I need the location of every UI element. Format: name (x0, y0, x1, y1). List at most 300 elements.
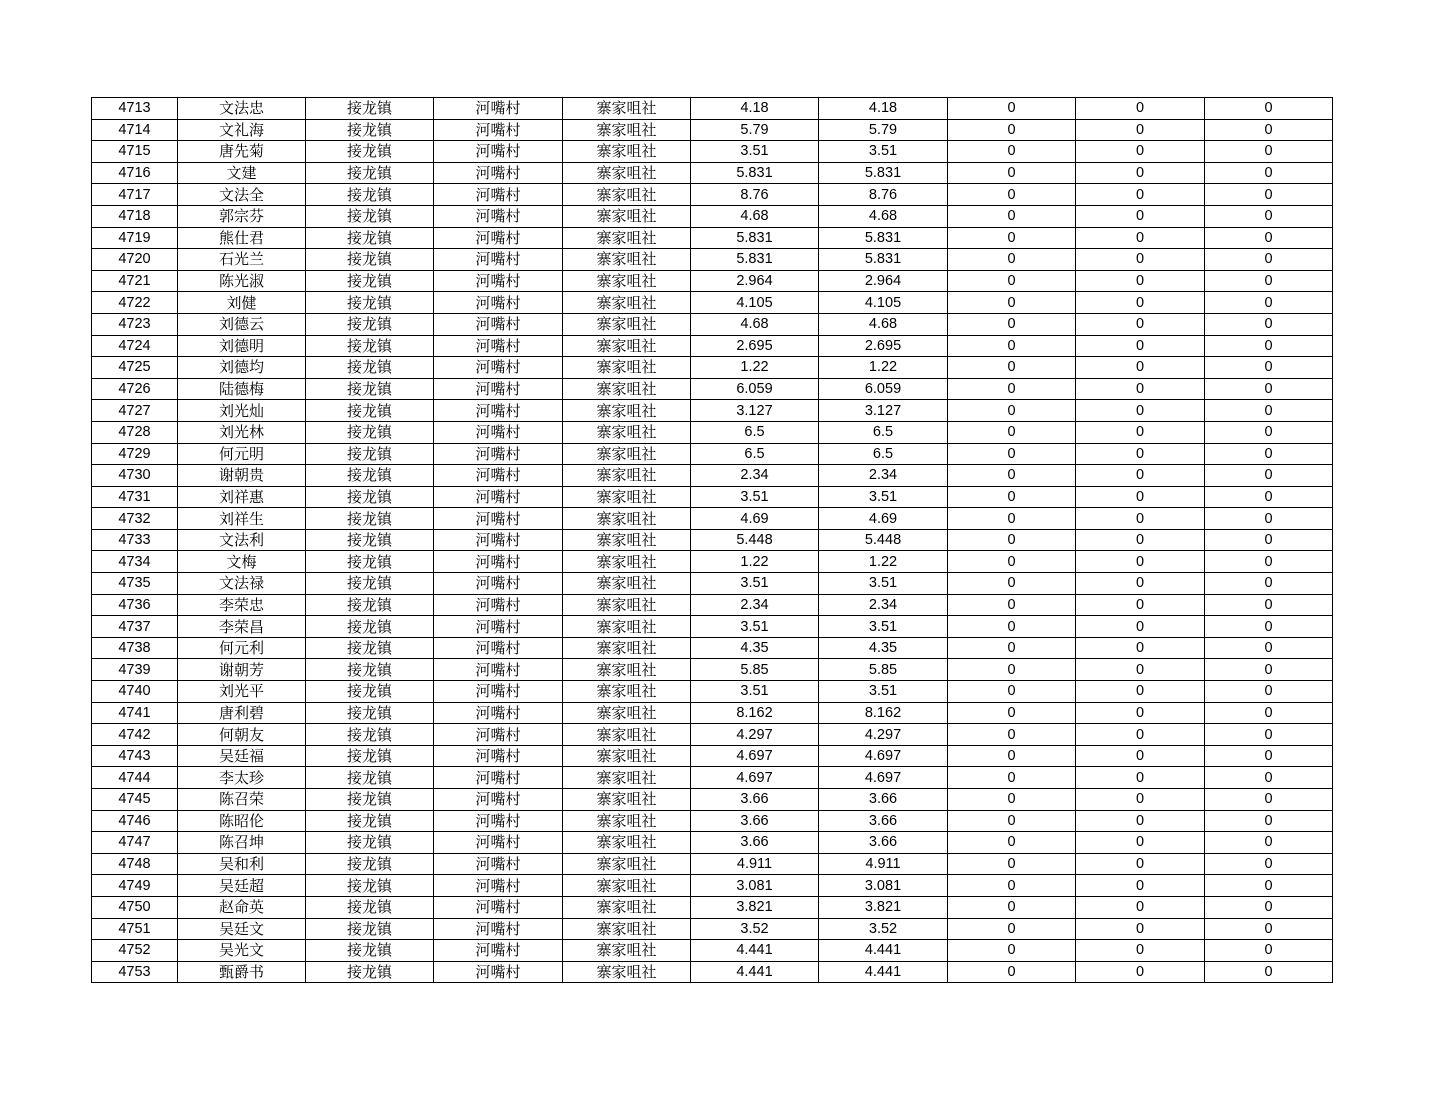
area-value-cell: 6.5 (691, 421, 819, 443)
name-cell: 刘健 (178, 292, 306, 314)
area-value-cell: 3.51 (691, 681, 819, 703)
name-cell: 吴和利 (178, 853, 306, 875)
zero-value-cell-1: 0 (948, 335, 1076, 357)
zero-value-cell-3: 0 (1205, 594, 1333, 616)
zero-value-cell-2: 0 (1076, 400, 1205, 422)
zero-value-cell-1: 0 (948, 205, 1076, 227)
zero-value-cell-2: 0 (1076, 637, 1205, 659)
town-cell: 接龙镇 (306, 594, 434, 616)
area-value-cell: 4.441 (691, 940, 819, 962)
area-value-cell: 3.66 (691, 810, 819, 832)
record-id-cell: 4747 (92, 832, 178, 854)
name-cell: 文建 (178, 162, 306, 184)
name-cell: 石光兰 (178, 249, 306, 271)
record-id-cell: 4732 (92, 508, 178, 530)
record-id-cell: 4752 (92, 940, 178, 962)
table-row (92, 400, 1333, 422)
area-value-cell: 2.964 (691, 270, 819, 292)
group-cell: 寨家咀社 (563, 400, 691, 422)
zero-value-cell-2: 0 (1076, 141, 1205, 163)
town-cell: 接龙镇 (306, 702, 434, 724)
area-value-cell: 6.5 (691, 443, 819, 465)
village-cell: 河嘴村 (434, 681, 563, 703)
group-cell: 寨家咀社 (563, 573, 691, 595)
town-cell: 接龙镇 (306, 400, 434, 422)
town-cell: 接龙镇 (306, 486, 434, 508)
confirmed-area-cell: 1.22 (819, 551, 948, 573)
zero-value-cell-3: 0 (1205, 205, 1333, 227)
village-cell: 河嘴村 (434, 162, 563, 184)
zero-value-cell-2: 0 (1076, 486, 1205, 508)
group-cell: 寨家咀社 (563, 313, 691, 335)
confirmed-area-cell: 5.85 (819, 659, 948, 681)
zero-value-cell-3: 0 (1205, 184, 1333, 206)
name-cell: 何元明 (178, 443, 306, 465)
town-cell: 接龙镇 (306, 875, 434, 897)
confirmed-area-cell: 5.79 (819, 119, 948, 141)
record-id-cell: 4719 (92, 227, 178, 249)
village-cell: 河嘴村 (434, 378, 563, 400)
confirmed-area-cell: 3.66 (819, 832, 948, 854)
name-cell: 谢朝贵 (178, 465, 306, 487)
zero-value-cell-1: 0 (948, 249, 1076, 271)
zero-value-cell-2: 0 (1076, 551, 1205, 573)
village-cell: 河嘴村 (434, 724, 563, 746)
group-cell: 寨家咀社 (563, 335, 691, 357)
table-row (92, 681, 1333, 703)
record-id-cell: 4730 (92, 465, 178, 487)
zero-value-cell-2: 0 (1076, 745, 1205, 767)
village-cell: 河嘴村 (434, 853, 563, 875)
town-cell: 接龙镇 (306, 789, 434, 811)
name-cell: 李太珍 (178, 767, 306, 789)
confirmed-area-cell: 4.105 (819, 292, 948, 314)
zero-value-cell-2: 0 (1076, 529, 1205, 551)
confirmed-area-cell: 4.441 (819, 961, 948, 983)
zero-value-cell-3: 0 (1205, 141, 1333, 163)
village-cell: 河嘴村 (434, 940, 563, 962)
zero-value-cell-3: 0 (1205, 313, 1333, 335)
confirmed-area-cell: 2.34 (819, 465, 948, 487)
zero-value-cell-1: 0 (948, 594, 1076, 616)
table-row (92, 465, 1333, 487)
town-cell: 接龙镇 (306, 227, 434, 249)
zero-value-cell-3: 0 (1205, 832, 1333, 854)
zero-value-cell-2: 0 (1076, 292, 1205, 314)
confirmed-area-cell: 4.68 (819, 313, 948, 335)
area-value-cell: 4.68 (691, 313, 819, 335)
zero-value-cell-2: 0 (1076, 875, 1205, 897)
area-value-cell: 5.79 (691, 119, 819, 141)
zero-value-cell-3: 0 (1205, 573, 1333, 595)
name-cell: 刘光林 (178, 421, 306, 443)
zero-value-cell-3: 0 (1205, 681, 1333, 703)
town-cell: 接龙镇 (306, 637, 434, 659)
name-cell: 唐利碧 (178, 702, 306, 724)
confirmed-area-cell: 4.441 (819, 940, 948, 962)
record-id-cell: 4713 (92, 98, 178, 120)
table-row (92, 853, 1333, 875)
zero-value-cell-1: 0 (948, 227, 1076, 249)
area-value-cell: 3.821 (691, 896, 819, 918)
group-cell: 寨家咀社 (563, 853, 691, 875)
area-value-cell: 8.162 (691, 702, 819, 724)
name-cell: 郭宗芬 (178, 205, 306, 227)
group-cell: 寨家咀社 (563, 508, 691, 530)
confirmed-area-cell: 5.831 (819, 162, 948, 184)
name-cell: 刘德均 (178, 357, 306, 379)
zero-value-cell-1: 0 (948, 961, 1076, 983)
zero-value-cell-2: 0 (1076, 724, 1205, 746)
zero-value-cell-1: 0 (948, 184, 1076, 206)
area-value-cell: 2.695 (691, 335, 819, 357)
name-cell: 文梅 (178, 551, 306, 573)
record-id-cell: 4735 (92, 573, 178, 595)
town-cell: 接龙镇 (306, 896, 434, 918)
table-row (92, 421, 1333, 443)
town-cell: 接龙镇 (306, 292, 434, 314)
table-row (92, 896, 1333, 918)
confirmed-area-cell: 2.34 (819, 594, 948, 616)
record-id-cell: 4727 (92, 400, 178, 422)
village-cell: 河嘴村 (434, 227, 563, 249)
group-cell: 寨家咀社 (563, 551, 691, 573)
zero-value-cell-3: 0 (1205, 875, 1333, 897)
zero-value-cell-3: 0 (1205, 486, 1333, 508)
zero-value-cell-1: 0 (948, 551, 1076, 573)
town-cell: 接龙镇 (306, 918, 434, 940)
zero-value-cell-1: 0 (948, 832, 1076, 854)
town-cell: 接龙镇 (306, 573, 434, 595)
name-cell: 刘光平 (178, 681, 306, 703)
group-cell: 寨家咀社 (563, 486, 691, 508)
area-value-cell: 3.66 (691, 832, 819, 854)
zero-value-cell-1: 0 (948, 400, 1076, 422)
name-cell: 何朝友 (178, 724, 306, 746)
zero-value-cell-3: 0 (1205, 443, 1333, 465)
zero-value-cell-2: 0 (1076, 961, 1205, 983)
zero-value-cell-2: 0 (1076, 465, 1205, 487)
group-cell: 寨家咀社 (563, 940, 691, 962)
area-value-cell: 4.105 (691, 292, 819, 314)
zero-value-cell-3: 0 (1205, 98, 1333, 120)
town-cell: 接龙镇 (306, 810, 434, 832)
town-cell: 接龙镇 (306, 745, 434, 767)
record-id-cell: 4744 (92, 767, 178, 789)
confirmed-area-cell: 3.51 (819, 486, 948, 508)
town-cell: 接龙镇 (306, 681, 434, 703)
zero-value-cell-1: 0 (948, 940, 1076, 962)
name-cell: 何元利 (178, 637, 306, 659)
confirmed-area-cell: 3.51 (819, 141, 948, 163)
village-cell: 河嘴村 (434, 357, 563, 379)
name-cell: 李荣忠 (178, 594, 306, 616)
table-row (92, 616, 1333, 638)
zero-value-cell-2: 0 (1076, 810, 1205, 832)
area-value-cell: 3.52 (691, 918, 819, 940)
town-cell: 接龙镇 (306, 832, 434, 854)
table-row (92, 335, 1333, 357)
village-cell: 河嘴村 (434, 745, 563, 767)
confirmed-area-cell: 8.162 (819, 702, 948, 724)
zero-value-cell-3: 0 (1205, 335, 1333, 357)
table-row (92, 637, 1333, 659)
zero-value-cell-1: 0 (948, 745, 1076, 767)
record-id-cell: 4740 (92, 681, 178, 703)
table-row (92, 205, 1333, 227)
village-cell: 河嘴村 (434, 918, 563, 940)
zero-value-cell-1: 0 (948, 443, 1076, 465)
zero-value-cell-3: 0 (1205, 551, 1333, 573)
town-cell: 接龙镇 (306, 940, 434, 962)
zero-value-cell-2: 0 (1076, 508, 1205, 530)
zero-value-cell-1: 0 (948, 918, 1076, 940)
village-cell: 河嘴村 (434, 421, 563, 443)
zero-value-cell-2: 0 (1076, 249, 1205, 271)
name-cell: 文法利 (178, 529, 306, 551)
area-value-cell: 3.51 (691, 141, 819, 163)
zero-value-cell-3: 0 (1205, 162, 1333, 184)
area-value-cell: 4.441 (691, 961, 819, 983)
confirmed-area-cell: 5.448 (819, 529, 948, 551)
name-cell: 吴廷文 (178, 918, 306, 940)
town-cell: 接龙镇 (306, 141, 434, 163)
village-cell: 河嘴村 (434, 443, 563, 465)
zero-value-cell-3: 0 (1205, 616, 1333, 638)
town-cell: 接龙镇 (306, 616, 434, 638)
zero-value-cell-2: 0 (1076, 896, 1205, 918)
area-value-cell: 4.69 (691, 508, 819, 530)
village-cell: 河嘴村 (434, 119, 563, 141)
village-cell: 河嘴村 (434, 896, 563, 918)
record-id-cell: 4715 (92, 141, 178, 163)
village-cell: 河嘴村 (434, 875, 563, 897)
name-cell: 吴光文 (178, 940, 306, 962)
confirmed-area-cell: 3.081 (819, 875, 948, 897)
zero-value-cell-2: 0 (1076, 184, 1205, 206)
name-cell: 李荣昌 (178, 616, 306, 638)
name-cell: 陆德梅 (178, 378, 306, 400)
town-cell: 接龙镇 (306, 724, 434, 746)
name-cell: 文法忠 (178, 98, 306, 120)
table-row (92, 573, 1333, 595)
zero-value-cell-1: 0 (948, 313, 1076, 335)
confirmed-area-cell: 5.831 (819, 227, 948, 249)
town-cell: 接龙镇 (306, 853, 434, 875)
name-cell: 刘德明 (178, 335, 306, 357)
record-id-cell: 4751 (92, 918, 178, 940)
name-cell: 甄爵书 (178, 961, 306, 983)
zero-value-cell-2: 0 (1076, 789, 1205, 811)
village-cell: 河嘴村 (434, 551, 563, 573)
table-row (92, 702, 1333, 724)
zero-value-cell-1: 0 (948, 378, 1076, 400)
group-cell: 寨家咀社 (563, 421, 691, 443)
zero-value-cell-3: 0 (1205, 227, 1333, 249)
village-cell: 河嘴村 (434, 767, 563, 789)
zero-value-cell-3: 0 (1205, 529, 1333, 551)
confirmed-area-cell: 3.51 (819, 573, 948, 595)
area-value-cell: 5.831 (691, 162, 819, 184)
group-cell: 寨家咀社 (563, 681, 691, 703)
group-cell: 寨家咀社 (563, 249, 691, 271)
zero-value-cell-3: 0 (1205, 789, 1333, 811)
zero-value-cell-3: 0 (1205, 357, 1333, 379)
confirmed-area-cell: 6.5 (819, 443, 948, 465)
zero-value-cell-2: 0 (1076, 573, 1205, 595)
zero-value-cell-1: 0 (948, 162, 1076, 184)
confirmed-area-cell: 2.964 (819, 270, 948, 292)
zero-value-cell-1: 0 (948, 810, 1076, 832)
confirmed-area-cell: 3.127 (819, 400, 948, 422)
group-cell: 寨家咀社 (563, 832, 691, 854)
table-row (92, 875, 1333, 897)
zero-value-cell-1: 0 (948, 853, 1076, 875)
confirmed-area-cell: 4.69 (819, 508, 948, 530)
table-row (92, 119, 1333, 141)
group-cell: 寨家咀社 (563, 205, 691, 227)
area-value-cell: 5.831 (691, 227, 819, 249)
zero-value-cell-3: 0 (1205, 702, 1333, 724)
zero-value-cell-1: 0 (948, 421, 1076, 443)
group-cell: 寨家咀社 (563, 529, 691, 551)
village-cell: 河嘴村 (434, 659, 563, 681)
zero-value-cell-1: 0 (948, 724, 1076, 746)
record-id-cell: 4741 (92, 702, 178, 724)
record-id-cell: 4737 (92, 616, 178, 638)
record-id-cell: 4746 (92, 810, 178, 832)
zero-value-cell-2: 0 (1076, 702, 1205, 724)
zero-value-cell-3: 0 (1205, 421, 1333, 443)
zero-value-cell-3: 0 (1205, 961, 1333, 983)
zero-value-cell-3: 0 (1205, 853, 1333, 875)
zero-value-cell-1: 0 (948, 486, 1076, 508)
village-cell: 河嘴村 (434, 486, 563, 508)
name-cell: 吴廷福 (178, 745, 306, 767)
table-row (92, 789, 1333, 811)
village-cell: 河嘴村 (434, 702, 563, 724)
group-cell: 寨家咀社 (563, 270, 691, 292)
town-cell: 接龙镇 (306, 443, 434, 465)
record-id-cell: 4736 (92, 594, 178, 616)
record-id-cell: 4733 (92, 529, 178, 551)
town-cell: 接龙镇 (306, 551, 434, 573)
zero-value-cell-1: 0 (948, 573, 1076, 595)
zero-value-cell-2: 0 (1076, 853, 1205, 875)
village-cell: 河嘴村 (434, 292, 563, 314)
village-cell: 河嘴村 (434, 400, 563, 422)
zero-value-cell-1: 0 (948, 767, 1076, 789)
zero-value-cell-3: 0 (1205, 637, 1333, 659)
confirmed-area-cell: 8.76 (819, 184, 948, 206)
village-cell: 河嘴村 (434, 98, 563, 120)
zero-value-cell-1: 0 (948, 875, 1076, 897)
zero-value-cell-2: 0 (1076, 378, 1205, 400)
table-row (92, 724, 1333, 746)
village-cell: 河嘴村 (434, 508, 563, 530)
table-row (92, 551, 1333, 573)
record-id-cell: 4725 (92, 357, 178, 379)
area-value-cell: 2.34 (691, 465, 819, 487)
zero-value-cell-2: 0 (1076, 832, 1205, 854)
record-id-cell: 4714 (92, 119, 178, 141)
group-cell: 寨家咀社 (563, 443, 691, 465)
name-cell: 陈光淑 (178, 270, 306, 292)
confirmed-area-cell: 4.697 (819, 767, 948, 789)
group-cell: 寨家咀社 (563, 465, 691, 487)
zero-value-cell-2: 0 (1076, 659, 1205, 681)
confirmed-area-cell: 4.697 (819, 745, 948, 767)
area-value-cell: 3.51 (691, 616, 819, 638)
town-cell: 接龙镇 (306, 508, 434, 530)
record-id-cell: 4721 (92, 270, 178, 292)
table-row (92, 529, 1333, 551)
record-id-cell: 4738 (92, 637, 178, 659)
zero-value-cell-3: 0 (1205, 400, 1333, 422)
confirmed-area-cell: 3.51 (819, 616, 948, 638)
zero-value-cell-2: 0 (1076, 270, 1205, 292)
village-cell: 河嘴村 (434, 573, 563, 595)
area-value-cell: 5.85 (691, 659, 819, 681)
zero-value-cell-3: 0 (1205, 249, 1333, 271)
zero-value-cell-3: 0 (1205, 918, 1333, 940)
zero-value-cell-3: 0 (1205, 767, 1333, 789)
village-cell: 河嘴村 (434, 465, 563, 487)
village-cell: 河嘴村 (434, 789, 563, 811)
table-row (92, 98, 1333, 120)
group-cell: 寨家咀社 (563, 292, 691, 314)
village-cell: 河嘴村 (434, 832, 563, 854)
village-cell: 河嘴村 (434, 270, 563, 292)
table-row (92, 270, 1333, 292)
table-row (92, 378, 1333, 400)
group-cell: 寨家咀社 (563, 767, 691, 789)
table-row (92, 508, 1333, 530)
confirmed-area-cell: 4.297 (819, 724, 948, 746)
town-cell: 接龙镇 (306, 357, 434, 379)
zero-value-cell-1: 0 (948, 637, 1076, 659)
town-cell: 接龙镇 (306, 98, 434, 120)
town-cell: 接龙镇 (306, 378, 434, 400)
village-cell: 河嘴村 (434, 335, 563, 357)
table-row (92, 832, 1333, 854)
town-cell: 接龙镇 (306, 205, 434, 227)
name-cell: 文礼海 (178, 119, 306, 141)
confirmed-area-cell: 3.66 (819, 789, 948, 811)
zero-value-cell-2: 0 (1076, 227, 1205, 249)
record-id-cell: 4716 (92, 162, 178, 184)
town-cell: 接龙镇 (306, 659, 434, 681)
confirmed-area-cell: 5.831 (819, 249, 948, 271)
zero-value-cell-1: 0 (948, 119, 1076, 141)
zero-value-cell-1: 0 (948, 681, 1076, 703)
area-value-cell: 4.297 (691, 724, 819, 746)
confirmed-area-cell: 6.059 (819, 378, 948, 400)
group-cell: 寨家咀社 (563, 810, 691, 832)
confirmed-area-cell: 4.18 (819, 98, 948, 120)
name-cell: 赵命英 (178, 896, 306, 918)
group-cell: 寨家咀社 (563, 184, 691, 206)
area-value-cell: 6.059 (691, 378, 819, 400)
group-cell: 寨家咀社 (563, 98, 691, 120)
table-row (92, 659, 1333, 681)
area-value-cell: 3.51 (691, 573, 819, 595)
table-row (92, 961, 1333, 983)
town-cell: 接龙镇 (306, 335, 434, 357)
town-cell: 接龙镇 (306, 529, 434, 551)
zero-value-cell-1: 0 (948, 270, 1076, 292)
record-id-cell: 4750 (92, 896, 178, 918)
